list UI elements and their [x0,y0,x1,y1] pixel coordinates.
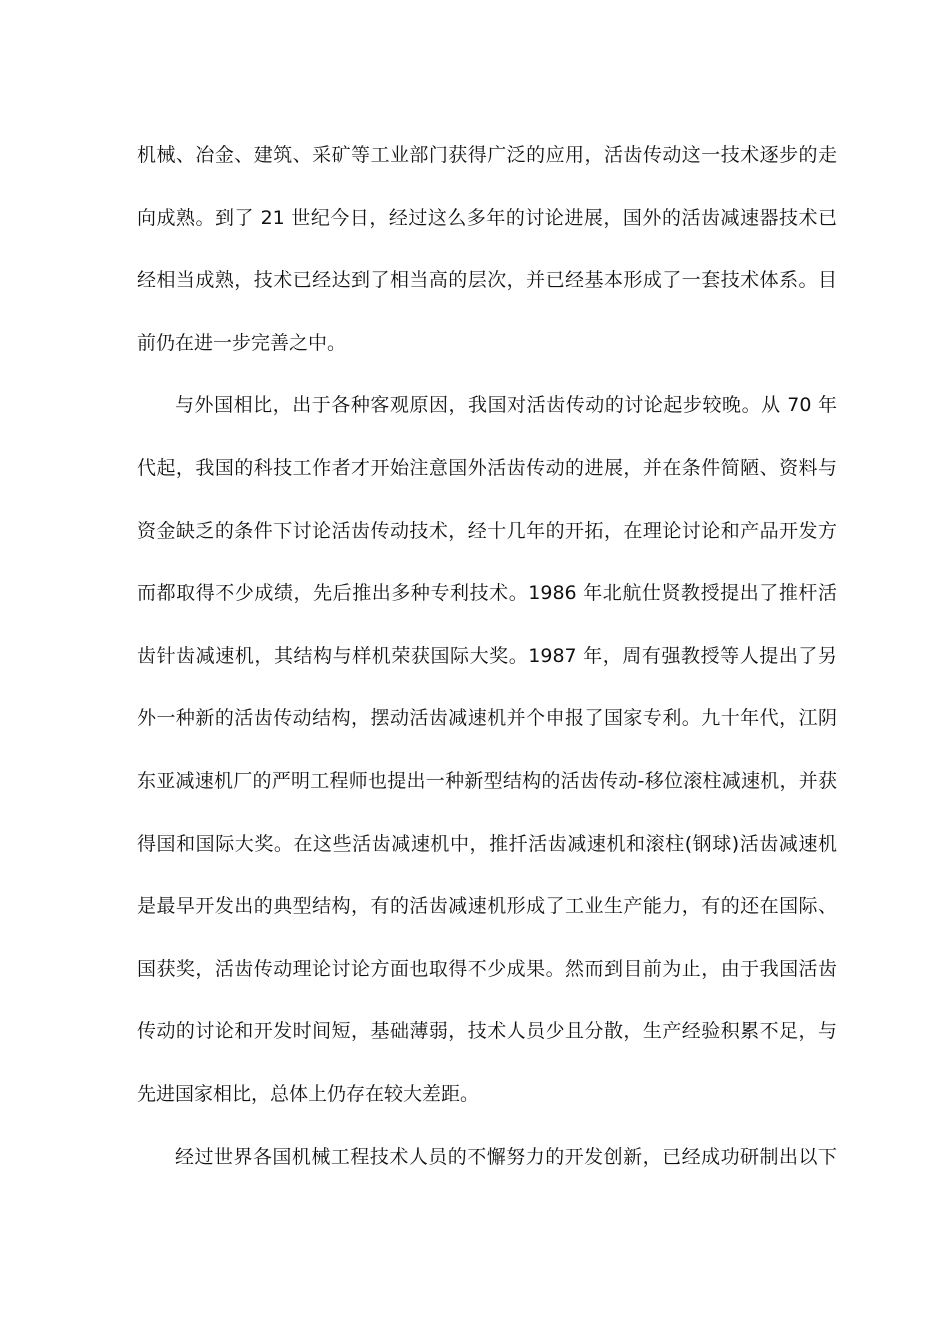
text-line: 机械、冶金、建筑、采矿等工业部门获得广泛的应用，活齿传动这一技术逐步的走 [137,144,837,166]
text-line: 向成熟。到了 21 世纪今日，经过这么多年的讨论进展，国外的活齿减速器技术已 [137,206,837,229]
text-line: 国获奖，活齿传动理论讨论方面也取得不少成果。然而到目前为止，由于我国活齿 [137,957,837,980]
paragraph-first-line: 与外国相比，出于各种客观原因，我国对活齿传动的讨论起步较晚。从 70 年 [175,394,837,417]
text-line: 是最早开发出的典型结构，有的活齿减速机形成了工业生产能力，有的还在国际、 [137,895,837,918]
text-line: 得国和国际大奖。在这些活齿减速机中，推扦活齿减速机和滚柱(钢球)活齿减速机 [137,832,837,855]
text-line: 前仍在进一步完善之中。 [137,331,347,354]
text-line: 代起，我国的科技工作者才开始注意国外活齿传动的进展，并在条件简陋、资料与 [137,456,837,479]
text-line: 外一种新的活齿传动结构，摆动活齿减速机并个申报了国家专利。九十年代，江阴 [137,707,837,730]
text-line: 东亚减速机厂的严明工程师也提出一种新型结构的活齿传动-移位滚柱减速机，并获 [137,769,837,792]
text-line: 先进国家相比，总体上仍存在较大差距。 [137,1082,480,1105]
text-line: 齿针齿减速机，其结构与样机荣获国际大奖。1987 年，周有强教授等人提出了另 [137,644,837,667]
text-line: 传动的讨论和开发时间短，基础薄弱，技术人员少且分散，生产经验积累不足，与 [137,1020,837,1043]
text-line: 而都取得不少成绩，先后推出多种专利技术。1986 年北航仕贤教授提出了推杆活 [137,582,837,605]
text-line: 资金缺乏的条件下讨论活齿传动技术，经十几年的开拓，在理论讨论和产品开发方 [137,519,837,542]
text-line: 经相当成熟，技术已经达到了相当高的层次，并已经基本形成了一套技术体系。目 [137,269,837,292]
body-text [137,124,837,1188]
paragraph-first-line: 经过世界各国机械工程技术人员的不懈努力的开发创新，已经成功研制出以下 [175,1145,837,1168]
